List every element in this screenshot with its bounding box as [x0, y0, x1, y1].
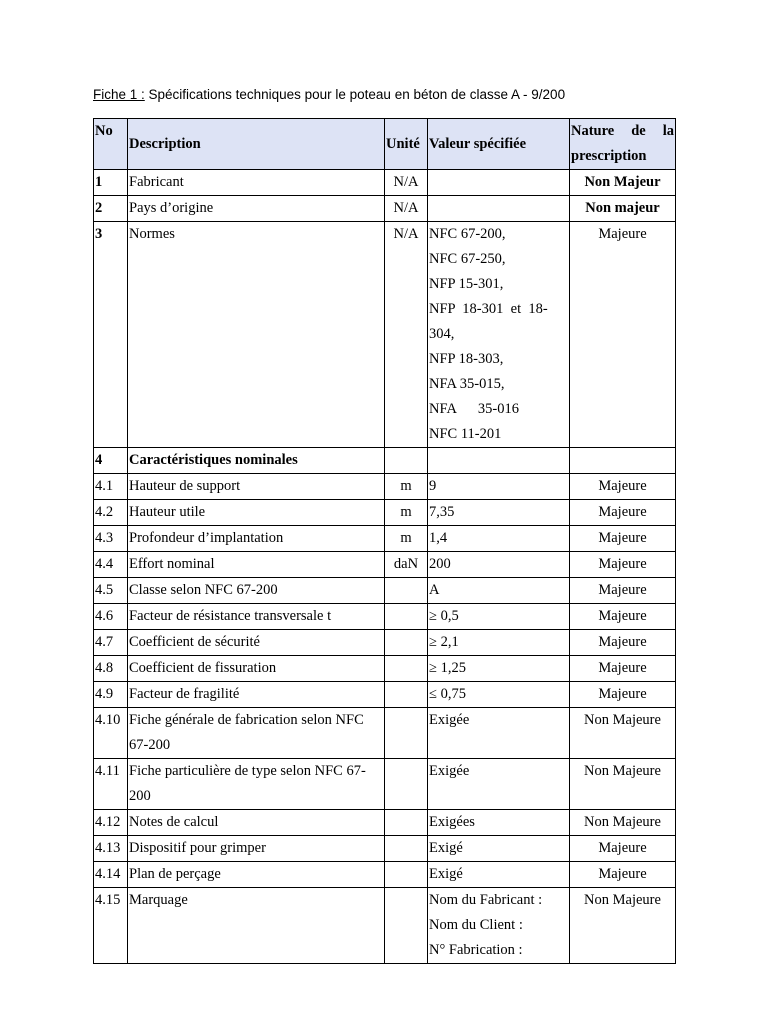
row-value: 9 — [428, 474, 570, 500]
row-nature: Non Majeure — [570, 810, 676, 836]
header-unit: Unité — [385, 119, 428, 170]
table-row — [94, 196, 676, 222]
row-value — [428, 222, 570, 448]
header-nature — [570, 119, 676, 170]
header-nature-line1: Nature de la — [571, 123, 674, 139]
row-unit — [385, 862, 428, 888]
row-number: 4.12 — [94, 810, 128, 836]
heading-text: Spécifications techniques pour le poteau en béton de classe A - 9/200 — [144, 87, 566, 102]
row-nature: Majeure — [570, 630, 676, 656]
row-value — [428, 170, 570, 196]
row-value: 7,35 — [428, 500, 570, 526]
value-line: NFP 15-301, — [429, 276, 504, 292]
table-row — [94, 630, 676, 656]
row-description: Normes — [128, 222, 385, 448]
row-nature: Majeure — [570, 500, 676, 526]
table-row — [94, 552, 676, 578]
row-value: Exigé — [428, 836, 570, 862]
row-nature — [570, 448, 676, 474]
row-unit — [385, 836, 428, 862]
row-number: 4.4 — [94, 552, 128, 578]
value-line: NFA 35-016 — [429, 401, 519, 417]
row-nature: Majeure — [570, 526, 676, 552]
heading-label: Fiche 1 : — [93, 87, 145, 102]
row-description: Classe selon NFC 67-200 — [128, 578, 385, 604]
row-unit: daN — [385, 552, 428, 578]
row-value: ≥ 0,5 — [428, 604, 570, 630]
row-unit — [385, 604, 428, 630]
table-row — [94, 810, 676, 836]
row-description: Fiche particulière de type selon NFC 67-200 — [128, 759, 385, 810]
row-number: 4.6 — [94, 604, 128, 630]
table-row — [94, 170, 676, 196]
table-row — [94, 222, 676, 448]
table-row — [94, 448, 676, 474]
table-row — [94, 708, 676, 759]
table-row — [94, 604, 676, 630]
row-number: 4.10 — [94, 708, 128, 759]
table-row — [94, 759, 676, 810]
row-nature: Non majeur — [570, 196, 676, 222]
row-number: 4.1 — [94, 474, 128, 500]
row-value — [428, 196, 570, 222]
table-header-row — [94, 119, 676, 170]
value-line: NFC 67-200, — [429, 226, 506, 242]
row-unit — [385, 448, 428, 474]
row-unit: N/A — [385, 170, 428, 196]
table-row — [94, 656, 676, 682]
row-unit: N/A — [385, 196, 428, 222]
row-description: Coefficient de sécurité — [128, 630, 385, 656]
row-nature: Majeure — [570, 552, 676, 578]
row-number: 4.11 — [94, 759, 128, 810]
table-row — [94, 526, 676, 552]
row-unit — [385, 888, 428, 964]
row-description: Fiche générale de fabrication selon NFC 67-200 — [128, 708, 385, 759]
value-line: NFC 11-201 — [429, 426, 502, 442]
row-description: Coefficient de fissuration — [128, 656, 385, 682]
row-value: ≥ 2,1 — [428, 630, 570, 656]
row-value: Exigée — [428, 759, 570, 810]
row-number: 4.8 — [94, 656, 128, 682]
row-number: 2 — [94, 196, 128, 222]
row-description: Dispositif pour grimper — [128, 836, 385, 862]
row-value — [428, 448, 570, 474]
value-line: NFC 67-250, — [429, 251, 506, 267]
row-nature: Majeure — [570, 222, 676, 448]
row-value: ≥ 1,25 — [428, 656, 570, 682]
row-nature: Non Majeure — [570, 708, 676, 759]
row-value: Exigées — [428, 810, 570, 836]
row-value: 1,4 — [428, 526, 570, 552]
row-value — [428, 888, 570, 964]
row-number: 4.7 — [94, 630, 128, 656]
row-nature: Majeure — [570, 862, 676, 888]
row-number: 4.5 — [94, 578, 128, 604]
row-nature: Majeure — [570, 836, 676, 862]
row-unit: m — [385, 526, 428, 552]
value-line: Nom du Client : — [429, 917, 523, 933]
table-row — [94, 500, 676, 526]
row-value: Exigé — [428, 862, 570, 888]
row-description: Marquage — [128, 888, 385, 964]
row-description: Facteur de résistance transversale t — [128, 604, 385, 630]
row-description: Notes de calcul — [128, 810, 385, 836]
row-description: Profondeur d’implantation — [128, 526, 385, 552]
row-number: 4.13 — [94, 836, 128, 862]
row-description: Pays d’origine — [128, 196, 385, 222]
row-unit — [385, 682, 428, 708]
row-number: 4.2 — [94, 500, 128, 526]
document-heading — [93, 87, 565, 102]
row-unit: N/A — [385, 222, 428, 448]
header-description: Description — [128, 119, 385, 170]
row-number: 4.3 — [94, 526, 128, 552]
row-description: Plan de perçage — [128, 862, 385, 888]
row-nature: Majeure — [570, 474, 676, 500]
row-description: Hauteur utile — [128, 500, 385, 526]
header-no: No — [94, 119, 128, 170]
row-unit: m — [385, 474, 428, 500]
table-row — [94, 862, 676, 888]
row-nature: Non Majeure — [570, 888, 676, 964]
row-description: Effort nominal — [128, 552, 385, 578]
header-nature-line2: prescription — [571, 148, 647, 164]
row-value: 200 — [428, 552, 570, 578]
row-description: Hauteur de support — [128, 474, 385, 500]
row-nature: Non Majeur — [570, 170, 676, 196]
row-unit — [385, 708, 428, 759]
table-row — [94, 888, 676, 964]
row-unit — [385, 759, 428, 810]
row-value: ≤ 0,75 — [428, 682, 570, 708]
row-unit — [385, 656, 428, 682]
row-unit — [385, 578, 428, 604]
header-value: Valeur spécifiée — [428, 119, 570, 170]
row-description: Facteur de fragilité — [128, 682, 385, 708]
row-number: 4 — [94, 448, 128, 474]
row-description: Caractéristiques nominales — [128, 448, 385, 474]
row-number: 4.9 — [94, 682, 128, 708]
table-row — [94, 836, 676, 862]
value-line: N° Fabrication : — [429, 942, 523, 958]
row-nature: Non Majeure — [570, 759, 676, 810]
row-nature: Majeure — [570, 604, 676, 630]
table-row — [94, 474, 676, 500]
table-row — [94, 682, 676, 708]
value-line: NFP 18-303, — [429, 351, 504, 367]
value-line: NFP 18-301 et 18- — [429, 301, 548, 317]
row-number: 4.15 — [94, 888, 128, 964]
row-number: 1 — [94, 170, 128, 196]
row-description: Fabricant — [128, 170, 385, 196]
row-nature: Majeure — [570, 578, 676, 604]
table-body — [94, 170, 676, 964]
row-nature: Majeure — [570, 682, 676, 708]
value-line: Nom du Fabricant : — [429, 892, 543, 908]
row-unit — [385, 810, 428, 836]
row-number: 4.14 — [94, 862, 128, 888]
value-line: NFA 35-015, — [429, 376, 505, 392]
row-unit — [385, 630, 428, 656]
row-unit: m — [385, 500, 428, 526]
spec-table — [93, 118, 676, 964]
row-number: 3 — [94, 222, 128, 448]
table-row — [94, 578, 676, 604]
row-nature: Majeure — [570, 656, 676, 682]
row-value: Exigée — [428, 708, 570, 759]
value-line: 304, — [429, 326, 455, 342]
row-value: A — [428, 578, 570, 604]
